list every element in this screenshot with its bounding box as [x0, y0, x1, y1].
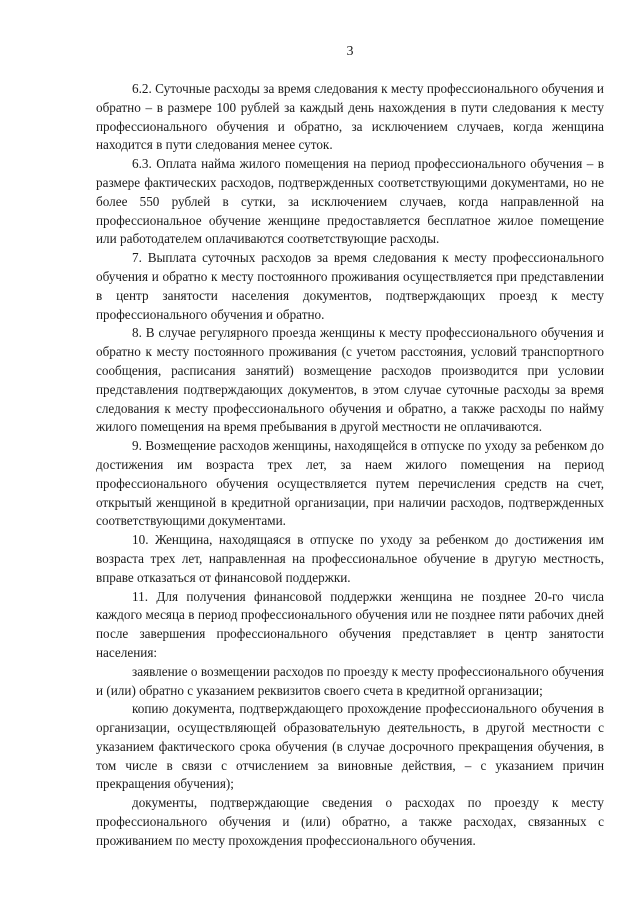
- paragraph-9: 9. Возмещение расходов женщины, находящейся в отпуске по уходу за ребенком до достижения им возраста трех лет, за наем жилого помещения на период профессионального обучения осуществляется путем перечисления средств на счет, открытый женщиной в кредитной организации, при наличии расходов, подтвержденных соответствующими документами.: [96, 438, 604, 529]
- paragraph-6-3: 6.3. Оплата найма жилого помещения на период профессионального обучения – в размере фактических расходов, подтвержденных соответствующими документами, но не более 550 рублей в сутки, за исключением случаев, когда направленной на профессиональное обучение женщине предоставляется бесплатное жилое помещение или работодателем оплачиваются соответствующие расходы.: [96, 156, 604, 247]
- paragraph-10: 10. Женщина, находящаяся в отпуске по уходу за ребенком до достижения им возраста трех лет, направленная на профессиональное обучение в другую местность, вправе отказаться от финансовой поддержки.: [96, 532, 604, 585]
- list-item-application: заявление о возмещении расходов по проезду к месту профессионального обучения и (или) обратно с указанием реквизитов своего счета в кредитной организации;: [96, 663, 604, 698]
- paragraph-7: 7. Выплата суточных расходов за время следования к месту профессионального обучения и обратно к месту постоянного проживания осуществляется при представлении в центр занятости населения документов, подтверждающих проезд к месту профессионального обучения и обратно.: [96, 250, 604, 322]
- paragraph-6-2: 6.2. Суточные расходы за время следования к месту профессионального обучения и обратно – в размере 100 рублей за каждый день нахождения в пути следования к месту профессионального обучения и обратно, за исключением случаев, когда женщина находится в пути следования менее суток.: [96, 81, 604, 153]
- page-number: 3: [346, 44, 354, 59]
- paragraph-11: 11. Для получения финансовой поддержки женщина не позднее 20-го числа каждого месяца в период профессионального обучения или не позднее пяти рабочих дней после завершения профессионального обучения представляет в центр занятости населения:: [96, 588, 604, 660]
- list-item-expense-documents: документы, подтверждающие сведения о расходах по проезду к месту профессионального обучения и (или) обратно, а также расходах, связанных с проживанием по месту прохождения профессионального обучения.: [96, 795, 604, 848]
- paragraph-8: 8. В случае регулярного проезда женщины к месту профессионального обучения и обратно к месту постоянного проживания (с учетом расстояния, условий транспортного сообщения, расписания занятий) возмещение расходов производится при условии представления подтверждающих документов, в этом случае суточные расходы за время следования к месту профессионального обучения и обратно, а также расходы по найму жилого помещения на время пребывания в другой местности не оплачиваются.: [96, 325, 604, 435]
- list-item-document-copy: копию документа, подтверждающего прохождение профессионального обучения в организации, осуществляющей образовательную деятельность, в другой местности с указанием фактического срока обучения (в случае досрочного прекращения обучения, в том числе в связи с отчислением за виновные действия, – с указанием причин прекращения обучения);: [96, 701, 604, 792]
